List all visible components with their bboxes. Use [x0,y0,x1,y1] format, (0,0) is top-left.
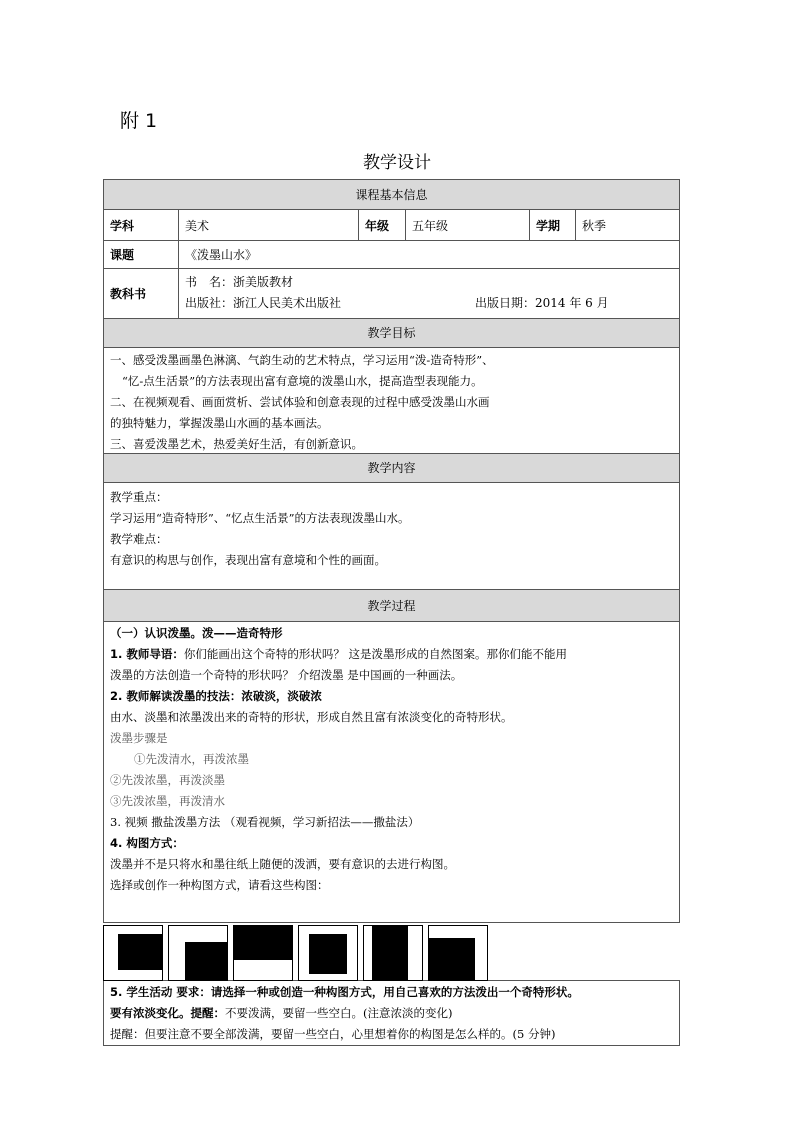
textbook-publish-date: 出版日期：2014 年 6 月 [475,296,609,310]
difficulty-text: 有意识的构思与创作，表现出富有意境和个性的画面。 [110,553,386,567]
ink-block [429,938,475,980]
item-1-continued: 泼墨的方法创造一个奇特的形状吗？ 介绍泼墨 是中国画的一种画法。 [110,668,463,682]
composition-example [298,925,358,981]
process-header: 教学过程 [103,590,680,622]
ink-block [185,942,227,980]
key-point-label: 教学重点： [110,490,168,504]
item-5-title: 5. 学生活动 要求：请选择一种或创造一种构图方式，用自己喜欢的方法泼出一个奇特形状。 [110,985,579,999]
item-3: 3. 视频 撒盐泼墨方法 （观看视频，学习新招法——撒盐法） [110,815,420,829]
item-5-line-3: 提醒：但要注意不要全部泼满，要留一些空白，心里想着你的构图是怎么样的。(5 分钟) [110,1027,556,1041]
steps-label: 泼墨步骤是 [110,731,168,745]
step-1: ①先泼清水，再泼浓墨 [134,752,249,766]
composition-example [103,925,163,981]
item-4-title: 4. 构图方式： [110,836,184,850]
textbook-row [103,269,680,319]
term-value: 秋季 [582,218,607,233]
item-4-text-2: 选择或创作一种构图方式，请看这些构图： [110,878,329,892]
ink-block [234,926,292,960]
basic-info-header: 课程基本信息 [103,179,680,210]
composition-example [363,925,423,981]
item-5-line-2: 要有浓淡变化。提醒：不要泼满，要留一些空白。(注意浓淡的变化) [110,1006,453,1020]
subject-label: 学科 [104,210,179,240]
key-point-text: 学习运用“造奇特形”、“忆点生活景”的方法表现泼墨山水。 [110,511,410,525]
section-title: （一）认识泼墨。泼——造奇特形 [110,626,283,640]
topic-label: 课题 [104,241,179,268]
objective-line: 三、喜爱泼墨艺术，热爱美好生活，有创新意识。 [110,437,363,451]
textbook-label: 教科书 [104,269,179,318]
grade-value: 五年级 [406,210,530,240]
textbook-name: 书 名：浙美版教材 [185,275,294,289]
item-4-text-1: 泼墨并不是只将水和墨往纸上随便的泼洒，要有意识的去进行构图。 [110,857,455,871]
difficulty-label: 教学难点： [110,532,168,546]
item-2-text: 由水、淡墨和浓墨泼出来的奇特的形状，形成自然且富有浓淡变化的奇特形状。 [110,710,513,724]
objective-line: 的独特魅力，掌握泼墨山水画的基本画法。 [110,416,329,430]
item-1-title: 1. 教师导语： [110,647,184,661]
objective-line: 一、感受泼墨画墨色淋漓、气韵生动的艺术特点，学习运用“泼-造奇特形”、 [110,353,494,367]
appendix-label: 附 1 [120,110,158,132]
process-body [103,622,680,923]
student-activity [103,981,680,1046]
ink-block [372,926,408,980]
ink-block [118,934,162,970]
composition-example [428,925,488,981]
item-2-title: 2. 教师解读泼墨的技法：浓破淡，淡破浓 [110,689,322,703]
term-label: 学期 [530,210,576,240]
objective-line: “忆-点生活景”的方法表现出富有意境的泼墨山水，提高造型表现能力。 [122,374,483,388]
subject-row [103,210,680,241]
item-1-text: 你们能画出这个奇特的形状吗？ 这是泼墨形成的自然图案。那你们能不能用 [183,647,568,661]
composition-example [168,925,228,981]
content-body [103,483,680,590]
grade-label: 年级 [359,210,406,240]
subject-value: 美术 [179,210,359,240]
textbook-info [179,269,679,318]
composition-example [233,925,293,981]
objectives-header: 教学目标 [103,319,680,348]
objectives-body [103,348,680,454]
step-2: ②先泼浓墨，再泼淡墨 [110,773,225,787]
ink-block [309,934,347,974]
topic-value: 《泼墨山水》 [185,248,258,262]
lesson-design-table [103,179,680,1046]
topic-row [103,241,680,269]
document-title: 教学设计 [363,153,431,173]
composition-examples [103,923,680,981]
step-3: ③先泼浓墨，再泼清水 [110,794,225,808]
textbook-publisher: 出版社：浙江人民美术出版社 [185,296,342,310]
objective-line: 二、在视频观看、画面赏析、尝试体验和创意表现的过程中感受泼墨山水画 [110,395,490,409]
content-header: 教学内容 [103,454,680,483]
item-1 [104,644,679,665]
